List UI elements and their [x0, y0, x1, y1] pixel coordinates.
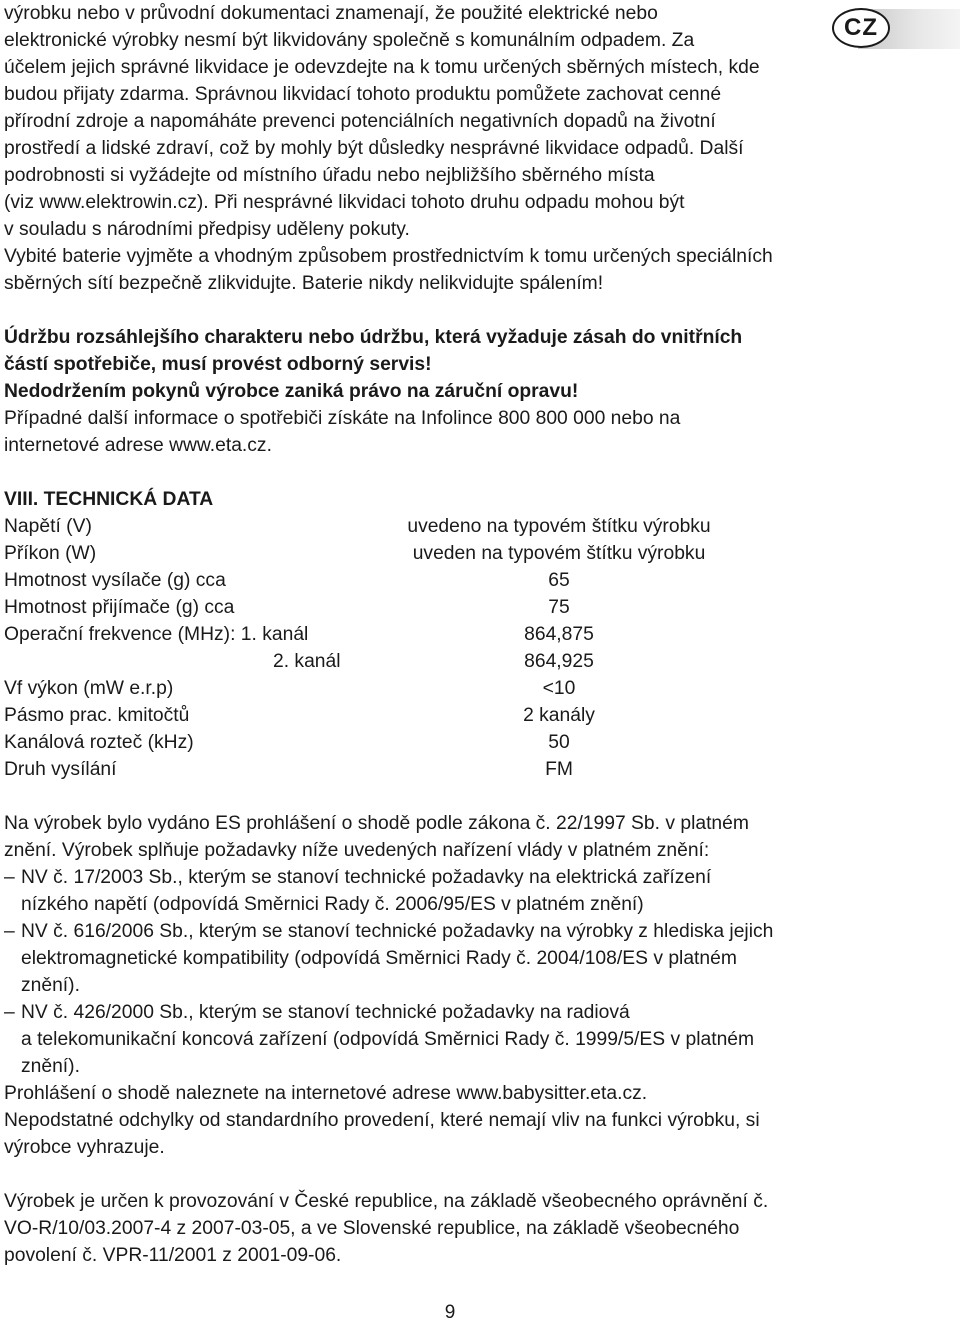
intro-line: (viz www.elektrowin.cz). Při nesprávné likvidaci tohoto druhu odpadu mohou být: [4, 192, 685, 213]
technical-data-section: [4, 486, 904, 783]
regulation-item-line: [4, 1026, 904, 1053]
regulation-item-text: NV č. 17/2003 Sb., kterým se stanoví technické požadavky na elektrická zařízení: [21, 867, 712, 888]
dash-bullet: –: [4, 921, 15, 942]
service-section: [4, 324, 904, 459]
regulation-item-text: znění).: [21, 1056, 80, 1077]
regulation-item-text: NV č. 616/2006 Sb., kterým se stanoví technické požadavky na výrobky z hlediska jejich: [21, 921, 774, 942]
declaration-after-line: výrobce vyhrazuje.: [4, 1137, 165, 1158]
intro-line: prostředí a lidské zdraví, což by mohly být důsledky nesprávné likvidace odpadů. Další: [4, 138, 744, 159]
technical-data-label: Vf výkon (mW e.r.p): [4, 678, 174, 699]
technical-data-value: 864,925: [524, 651, 594, 672]
regulation-item-text: elektromagnetické kompatibility (odpovídá Směrnici Rady č. 2004/108/ES v platném: [21, 948, 737, 969]
technical-data-value: 65: [548, 570, 570, 591]
authorization-line: VO-R/10/03.2007-4 z 2007-03-05, a ve Slovenské republice, na základě všeobecného: [4, 1218, 740, 1239]
intro-line: výrobku nebo v průvodní dokumentaci znamenají, že použité elektrické nebo: [4, 3, 658, 24]
disposal-section: [4, 0, 904, 297]
technical-data-label: Druh vysílání: [4, 759, 117, 780]
intro-line: v souladu s národními předpisy uděleny pokuty.: [4, 219, 410, 240]
intro-line: budou přijaty zdarma. Správnou likvidací tohoto produktu pomůžete zachovat cenné: [4, 84, 722, 105]
declaration-after-line: Nepodstatné odchylky od standardního provedení, které nemají vliv na funkci výrobku, si: [4, 1110, 760, 1131]
service-warning-line: částí spotřebiče, musí provést odborný servis!: [4, 354, 432, 375]
regulation-item-line: [4, 891, 904, 918]
technical-data-label: Hmotnost vysílače (g) cca: [4, 570, 226, 591]
regulation-item-text: znění).: [21, 975, 80, 996]
authorization-line: Výrobek je určen k provozování v České republice, na základě všeobecného oprávnění č.: [4, 1191, 769, 1212]
technical-data-row: [4, 648, 904, 675]
technical-data-label: Příkon (W): [4, 543, 97, 564]
dash-bullet: –: [4, 867, 15, 888]
technical-data-value: 75: [548, 597, 570, 618]
technical-data-row: [4, 567, 904, 594]
technical-data-value: FM: [545, 759, 573, 780]
declaration-line: znění. Výrobek splňuje požadavky níže uvedených nařízení vlády v platném znění:: [4, 840, 710, 861]
dash-bullet: –: [4, 1002, 15, 1023]
regulation-item-text: a telekomunikační koncová zařízení (odpovídá Směrnici Rady č. 1999/5/ES v platném: [21, 1029, 755, 1050]
technical-data-value: 50: [548, 732, 570, 753]
regulation-item-line: [4, 972, 904, 999]
technical-data-value: <10: [542, 678, 576, 699]
regulation-list: [4, 864, 904, 1080]
technical-data-label: Operační frekvence (MHz): 1. kanál: [4, 624, 309, 645]
service-warning-line: Údržbu rozsáhlejšího charakteru nebo údržbu, která vyžaduje zásah do vnitřních: [4, 327, 743, 348]
intro-line: Vybité baterie vyjměte a vhodným způsobem prostřednictvím k tomu určených speciálních: [4, 246, 773, 267]
technical-data-value: 864,875: [524, 624, 594, 645]
regulation-item-line: [4, 918, 904, 945]
regulation-item-line: [4, 945, 904, 972]
intro-line: sběrných sítí bezpečně zlikvidujte. Baterie nikdy nelikvidujte spálením!: [4, 273, 604, 294]
technical-data-row: [4, 621, 904, 648]
technical-data-value: uvedeno na typovém štítku výrobku: [407, 516, 711, 537]
technical-data-label: Kanálová rozteč (kHz): [4, 732, 194, 753]
authorization-section: [4, 1188, 904, 1269]
technical-data-label: Napětí (V): [4, 516, 92, 537]
technical-data-label: Pásmo prac. kmitočtů: [4, 705, 190, 726]
declaration-after-line: Prohlášení o shodě naleznete na internetové adrese www.babysitter.eta.cz.: [4, 1083, 648, 1104]
technical-data-table: [4, 513, 904, 783]
page-number: 9: [444, 1302, 456, 1323]
intro-line: podrobnosti si vyžádejte od místního úřadu nebo nejbližšího sběrného místa: [4, 165, 655, 186]
regulation-item-line: [4, 999, 904, 1026]
technical-data-row: [4, 756, 904, 783]
technical-data-sublabel: 2. kanál: [273, 651, 341, 672]
technical-data-value: uveden na typovém štítku výrobku: [412, 543, 706, 564]
technical-data-label: Hmotnost přijímače (g) cca: [4, 597, 235, 618]
intro-line: elektronické výrobky nesmí být likvidovány společně s komunálním odpadem. Za: [4, 30, 695, 51]
declaration-line: Na výrobek bylo vydáno ES prohlášení o shodě podle zákona č. 22/1997 Sb. v platném: [4, 813, 749, 834]
service-info-line: Případné další informace o spotřebiči získáte na Infolince 800 800 000 nebo na: [4, 408, 681, 429]
technical-data-value: 2 kanály: [523, 705, 595, 726]
regulation-item-line: [4, 864, 904, 891]
intro-line: přírodní zdroje a napomáháte prevenci potenciálních negativních dopadů na životní: [4, 111, 716, 132]
technical-data-row: [4, 675, 904, 702]
language-badge-label: CZ: [844, 14, 878, 41]
technical-data-row: [4, 729, 904, 756]
authorization-line: povolení č. VPR-11/2001 z 2001-09-06.: [4, 1245, 342, 1266]
technical-data-heading: VIII. TECHNICKÁ DATA: [4, 489, 214, 510]
technical-data-row: [4, 540, 904, 567]
service-info-line: internetové adrese www.eta.cz.: [4, 435, 272, 456]
warranty-warning-line: Nedodržením pokynů výrobce zaniká právo na záruční opravu!: [4, 381, 579, 402]
declaration-section: [4, 810, 904, 1161]
technical-data-row: [4, 513, 904, 540]
technical-data-row: [4, 702, 904, 729]
regulation-item-text: nízkého napětí (odpovídá Směrnici Rady č. 2006/95/ES v platném znění): [21, 894, 644, 915]
regulation-item-text: NV č. 426/2000 Sb., kterým se stanoví technické požadavky na radiová: [21, 1002, 630, 1023]
regulation-item-line: [4, 1053, 904, 1080]
document-body: [4, 0, 904, 1269]
intro-line: účelem jejich správné likvidace je odevzdejte na k tomu určených sběrných místech, kde: [4, 57, 760, 78]
technical-data-row: [4, 594, 904, 621]
